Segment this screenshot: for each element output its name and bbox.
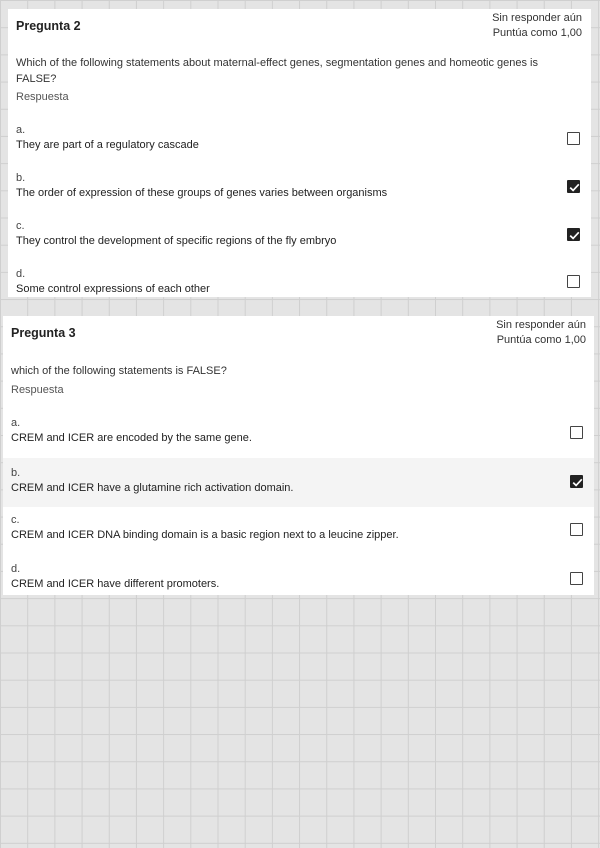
option-letter: a. <box>11 417 21 429</box>
option-b-checkbox[interactable] <box>567 180 580 193</box>
response-label: Respuesta <box>16 91 69 103</box>
option-letter: b. <box>16 172 26 184</box>
option-label: CREM and ICER have different promoters. <box>11 578 220 590</box>
option-letter: c. <box>11 514 20 526</box>
grade-text: Puntúa como 1,00 <box>492 27 582 39</box>
option-d[interactable] <box>8 261 591 297</box>
option-label: CREM and ICER DNA binding domain is a basic region next to a leucine zipper. <box>11 529 399 541</box>
option-c[interactable] <box>8 213 591 261</box>
grade-text: Puntúa como 1,00 <box>496 334 586 346</box>
option-c[interactable] <box>3 507 594 555</box>
option-letter: d. <box>11 563 21 575</box>
option-label: Some control expressions of each other <box>16 283 210 295</box>
question-text: Which of the following statements about maternal-effect genes, segmentation genes and homeotic genes is FALSE? <box>16 57 538 85</box>
option-b[interactable] <box>3 458 594 507</box>
question-status <box>492 11 582 41</box>
option-label: They control the development of specific regions of the fly embryo <box>16 235 337 247</box>
option-a-checkbox[interactable] <box>570 426 583 439</box>
status-text: Sin responder aún <box>496 319 586 331</box>
option-d[interactable] <box>3 556 594 595</box>
question-title: Pregunta 2 <box>16 19 81 33</box>
status-text: Sin responder aún <box>492 12 582 24</box>
option-d-checkbox[interactable] <box>570 572 583 585</box>
option-c-checkbox[interactable] <box>567 228 580 241</box>
option-letter: c. <box>16 220 25 232</box>
option-label: The order of expression of these groups of genes varies between organisms <box>16 187 388 199</box>
option-label: CREM and ICER have a glutamine rich activation domain. <box>11 482 294 494</box>
question-title: Pregunta 3 <box>11 326 76 340</box>
response-label: Respuesta <box>11 384 64 396</box>
check-icon <box>568 181 581 194</box>
option-a[interactable] <box>3 410 594 458</box>
check-icon <box>571 476 584 489</box>
option-b-checkbox[interactable] <box>570 475 583 488</box>
question-text: which of the following statements is FALSE? <box>11 365 227 377</box>
option-label: They are part of a regulatory cascade <box>16 139 199 151</box>
check-icon <box>568 229 581 242</box>
option-label: CREM and ICER are encoded by the same gene. <box>11 432 252 444</box>
option-a-checkbox[interactable] <box>567 132 580 145</box>
option-letter: a. <box>16 124 26 136</box>
question-card-3 <box>3 316 594 595</box>
option-b[interactable] <box>8 165 591 213</box>
question-status <box>496 318 586 348</box>
option-letter: b. <box>11 467 21 479</box>
question-card-2 <box>8 9 591 297</box>
option-d-checkbox[interactable] <box>567 275 580 288</box>
option-letter: d. <box>16 268 26 280</box>
option-c-checkbox[interactable] <box>570 523 583 536</box>
option-a[interactable] <box>8 117 591 165</box>
